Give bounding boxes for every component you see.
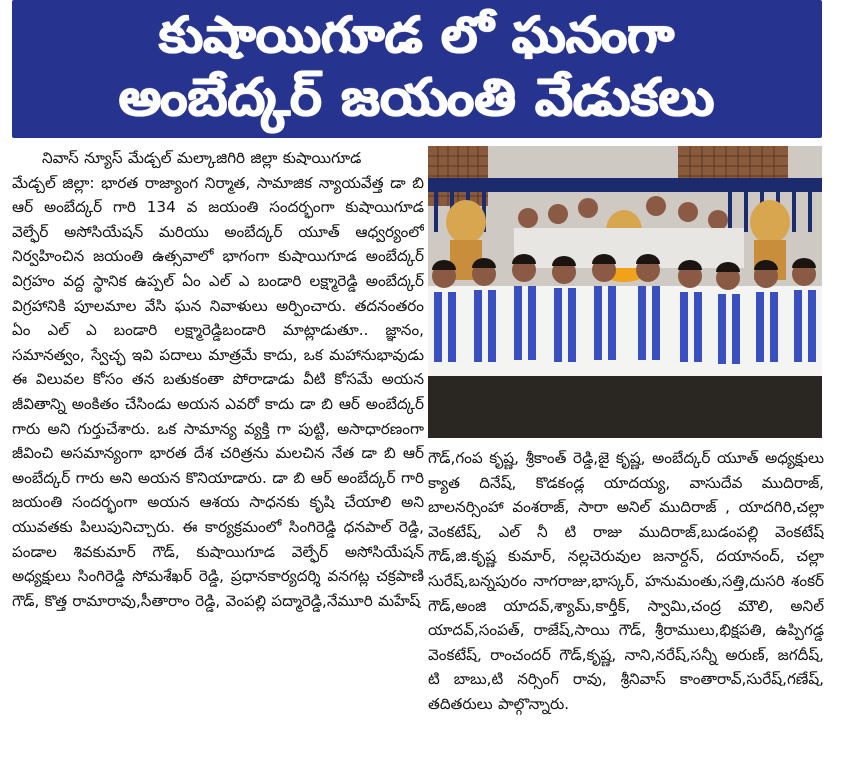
article-body-right: గౌడ్,గంప కృష్ణ, శ్రీకాంత్ రెడ్డి,జై కృష్ణ, అంబేద్కర్ యూత్ అధ్యక్షులు క్యాత దినేష్, కొడకండ్ల యాదయ్య, వాసుదేవ ముదిరాజ్, బాలనర్సింహా వంశరాజ్, సారా అనిల్ ముదిరాజ్ , యాదగిరి,చల్లా వెంకటేష్, ఎల్ నీ టి రాజు ముదిరాజ్,బుడంపల్లి వెంకటేష్ గౌడ్,జి.కృష్ణ కుమార్, నల్లచెరువుల జనార్దన్, దయానంద్, చల్లా సురేష్,బన్నపురం నాగరాజు,భాస్కర్, హనుమంతు,సత్తి,దుసరి శంకర్ గౌడ్,అంజి యాదవ్,శ్యామ్,కార్తీక్, స్వామి,చంద్ర మౌలి, అనిల్ యాదవ్,సంపత్, రాజేష్,సాయి గౌడ్, శ్రీరాములు,భిక్షపతి, ఉప్పిగడ్డ వెంకటేష్, రాంచందర్ గౌడ్,కృష్ణ, నాని,నరేష్,సన్నీ అరుణ్, జగదీష్, టి బాబు,టి నర్సింగ్ రావు, శ్రీనివాస్ కాంతారావ్,సురేష్,గణేష్, తదితరులు పాల్గొన్నారు.	[428, 449, 824, 713]
headline-banner	[12, 0, 822, 138]
headline-line-2: అంబేద్కర్ జయంతి వేడుకలు	[119, 68, 715, 128]
article-column-left	[12, 146, 424, 776]
group-photo	[428, 146, 822, 438]
article-dateline: నివాస్ న్యూస్ మేడ్చల్ మల్కాజిగిరి జిల్లా కుషాయిగూడ	[42, 149, 362, 167]
headline-line-1: కుషాయిగూడ లో ఘనంగా	[159, 6, 675, 64]
article-column-right	[428, 446, 824, 776]
fence-rail	[428, 178, 822, 192]
photo-illustration	[428, 146, 822, 438]
article-body-left: మేడ్చల్ జిల్లా: భారత రాజ్యాంగ నిర్మాత, సామాజిక న్యాయవేత్త డా బి ఆర్ అంబేద్కర్ గారి 134 వ జయంతి సందర్భంగా కుషాయిగూడ వెల్ఫేర్ అసోసియేషన్ మరియు అంబేద్కర్ యూత్ ఆధ్వర్యంలో నిర్వహించిన జయంతి ఉత్సవాలో భాగంగా కుషాయిగూడ అంబేద్కర్ విగ్రహం వద్ద స్థానిక ఉప్పల్ ఏం ఎల్ ఎ బండారి లక్ష్మారెడ్డి అంబేద్కర్ విగ్రహానికి పూలమాల వేసి ఘన నివాళులు అర్పించారు. తదనంతరం ఏం ఎల్ ఎ బండారి లక్ష్మారెడ్డిబండారి మాట్లాడుతూ.. జ్ఞానం, సమానత్వం, స్వేచ్ఛ ఇవి పదాలు మాత్రమే కాదు, ఒక మహానుభావుడు ఈ విలువల కోసం తన బతుకంతా పోరాడాడు వీటి కోసమే అయన జీవితాన్ని అంకితం చేసిండు అయన ఎవరో కాదు డా బి ఆర్ అంబేద్కర్ గారు అని గుర్తుచేశారు. ఒక సామాన్య వ్యక్తి గా పుట్టి, అసాధారణంగా జీవించి అసమాన్యంగా భారత దేశ చరిత్రను మలచిన నేత డా బి ఆర్ అంబేద్కర్ గారు అని అయన కొనియాడారు. డా బి ఆర్ అంబేద్కర్ గారి జయంతి సందర్భంగా అయన ఆశయ సాధనకు కృషి చేయాలి అని యువతకు పిలుపునిచ్చారు. ఈ కార్యక్రమంలో సింగిరెడ్డి ధనపాల్ రెడ్డి, పండాల శివకుమార్ గౌడ్, కుషాయిగూడ వెల్ఫేర్ అసోసియేషన్ అధ్యక్షులు సింగిరెడ్డి సోమశేఖర్ రెడ్డి, ప్రధానకార్యదర్శి వనగట్ల చక్రపాణి గౌడ్, కొత్త రామారావు,సీతారాం రెడ్డి, వెంపల్లి పద్మారెడ్డి,నేమూరి మహేష్	[12, 173, 424, 610]
